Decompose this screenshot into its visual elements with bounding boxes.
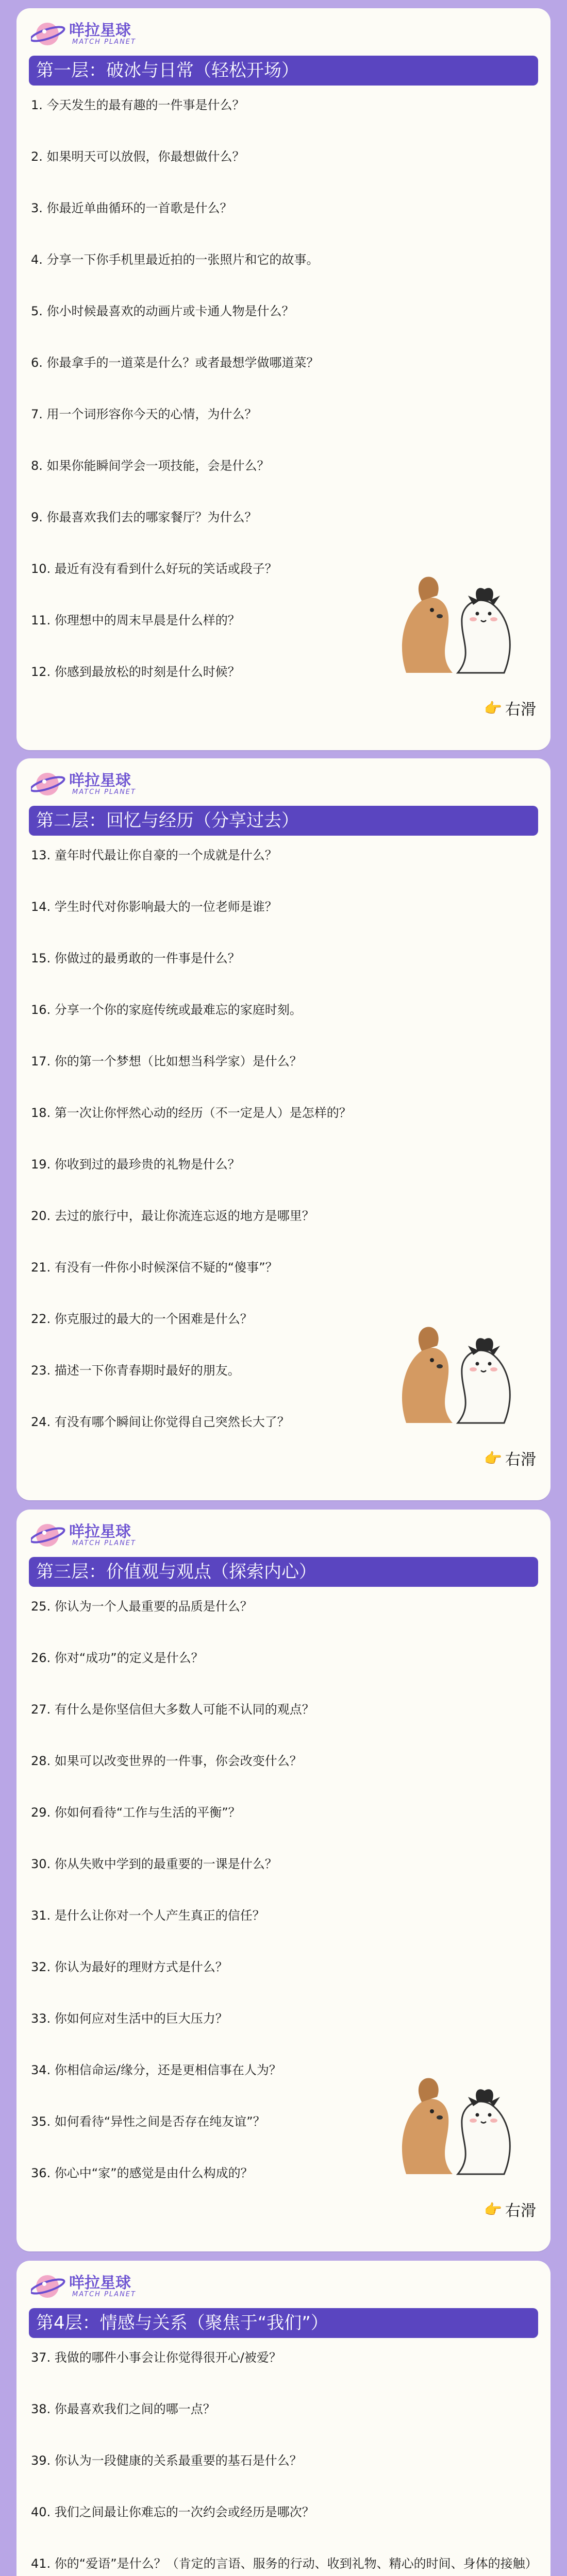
brand-name: 咩拉星球 [69, 22, 131, 40]
question-item: 40. 我们之间最让你难忘的一次约会或经历是哪次？ [31, 2505, 314, 2519]
question-item: 41. 你的“爱语”是什么？（肯定的言语、服务的行动、收到礼物、精心的时间、身体的接触） [31, 2556, 538, 2571]
question-item: 17. 你的第一个梦想（比如想当科学家）是什么？ [31, 1054, 302, 1069]
swipe-hint[interactable] [484, 697, 536, 719]
swipe-label: 右滑 [505, 2202, 536, 2220]
swipe-hint[interactable] [484, 1447, 536, 1469]
question-item: 5. 你小时候最喜欢的动画片或卡通人物是什么？ [31, 304, 294, 318]
question-item: 28. 如果可以改变世界的一件事，你会改变什么？ [31, 1754, 302, 1768]
brand-subtitle: MATCH PLANET [72, 38, 136, 46]
question-item: 8. 如果你能瞬间学会一项技能，会是什么？ [31, 459, 270, 473]
section-title: 第二层：回忆与经历（分享过去） [29, 806, 538, 836]
brand-subtitle: MATCH PLANET [72, 1539, 136, 1547]
question-card-3 [16, 1510, 551, 2251]
question-item: 24. 有没有哪个瞬间让你觉得自己突然长大了？ [31, 1415, 290, 1429]
question-item: 38. 你最喜欢我们之间的哪一点？ [31, 2402, 215, 2416]
question-item: 37. 我做的哪件小事会让你觉得很开心/被爱？ [31, 2350, 281, 2365]
question-card-2 [16, 758, 551, 1500]
question-item: 21. 有没有一件你小时候深信不疑的“傻事”？ [31, 1260, 278, 1275]
pointing-hand-icon: 👉 [484, 2200, 502, 2218]
question-item: 11. 你理想中的周末早晨是什么样的？ [31, 613, 240, 628]
question-item: 7. 用一个词形容你今天的心情，为什么？ [31, 407, 257, 421]
question-item: 1. 今天发生的最有趣的一件事是什么？ [31, 98, 245, 112]
question-item: 25. 你认为一个人最重要的品质是什么？ [31, 1599, 253, 1614]
question-item: 30. 你从失败中学到的最重要的一课是什么？ [31, 1857, 277, 1871]
question-item: 31. 是什么让你对一个人产生真正的信任？ [31, 1908, 265, 1923]
question-item: 18. 第一次让你怦然心动的经历（不一定是人）是怎样的？ [31, 1106, 352, 1120]
question-item: 4. 分享一下你手机里最近拍的一张照片和它的故事。 [31, 252, 319, 267]
dog-cat-illustration [391, 2066, 520, 2184]
question-card-4 [16, 2261, 551, 2576]
brand-name: 咩拉星球 [69, 1523, 131, 1541]
brand-subtitle: MATCH PLANET [72, 2291, 136, 2298]
brand-name: 咩拉星球 [69, 2274, 131, 2292]
swipe-hint[interactable] [484, 2198, 536, 2221]
question-item: 9. 你最喜欢我们去的哪家餐厅？为什么？ [31, 510, 257, 524]
brand-logo [31, 1516, 149, 1552]
dog-cat-illustration [391, 1315, 520, 1433]
section-title: 第一层：破冰与日常（轻松开场） [29, 56, 538, 86]
brand-name: 咩拉星球 [69, 772, 131, 790]
section-title: 第4层：情感与关系（聚焦于“我们”） [29, 2308, 538, 2338]
question-item: 35. 如何看待“异性之间是否存在纯友谊”？ [31, 2114, 265, 2129]
question-item: 10. 最近有没有看到什么好玩的笑话或段子？ [31, 562, 277, 576]
question-item: 3. 你最近单曲循环的一首歌是什么？ [31, 201, 232, 215]
question-item: 39. 你认为一段健康的关系最重要的基石是什么？ [31, 2453, 302, 2468]
question-item: 20. 去过的旅行中，最让你流连忘返的地方是哪里？ [31, 1209, 314, 1223]
question-item: 14. 学生时代对你影响最大的一位老师是谁？ [31, 900, 277, 914]
question-item: 36. 你心中“家”的感觉是由什么构成的？ [31, 2166, 253, 2180]
question-item: 33. 你如何应对生活中的巨大压力？ [31, 2011, 228, 2026]
swipe-label: 右滑 [505, 1451, 536, 1469]
question-item: 19. 你收到过的最珍贵的礼物是什么？ [31, 1157, 240, 1172]
pointing-hand-icon: 👉 [484, 1449, 502, 1467]
brand-logo [31, 2267, 149, 2303]
swipe-label: 右滑 [505, 701, 536, 719]
question-card-1 [16, 8, 551, 750]
dog-cat-illustration [391, 565, 520, 683]
brand-logo [31, 765, 149, 801]
brand-subtitle: MATCH PLANET [72, 788, 136, 796]
pointing-hand-icon: 👉 [484, 699, 502, 717]
question-item: 16. 分享一个你的家庭传统或最难忘的家庭时刻。 [31, 1003, 302, 1017]
question-item: 15. 你做过的最勇敢的一件事是什么？ [31, 951, 240, 965]
question-item: 29. 你如何看待“工作与生活的平衡”？ [31, 1805, 241, 1820]
question-item: 23. 描述一下你青春期时最好的朋友。 [31, 1363, 240, 1378]
question-item: 6. 你最拿手的一道菜是什么？或者最想学做哪道菜？ [31, 355, 319, 370]
question-item: 32. 你认为最好的理财方式是什么？ [31, 1960, 228, 1974]
question-item: 12. 你感到最放松的时刻是什么时候？ [31, 665, 240, 679]
question-item: 27. 有什么是你坚信但大多数人可能不认同的观点？ [31, 1702, 314, 1717]
question-item: 13. 童年时代最让你自豪的一个成就是什么？ [31, 848, 277, 862]
question-item: 26. 你对“成功”的定义是什么？ [31, 1651, 204, 1665]
question-item: 22. 你克服过的最大的一个困难是什么？ [31, 1312, 253, 1326]
question-item: 34. 你相信命运/缘分，还是更相信事在人为？ [31, 2063, 281, 2077]
section-title: 第三层：价值观与观点（探索内心） [29, 1557, 538, 1587]
brand-logo [31, 14, 149, 50]
question-item: 2. 如果明天可以放假，你最想做什么？ [31, 149, 245, 164]
